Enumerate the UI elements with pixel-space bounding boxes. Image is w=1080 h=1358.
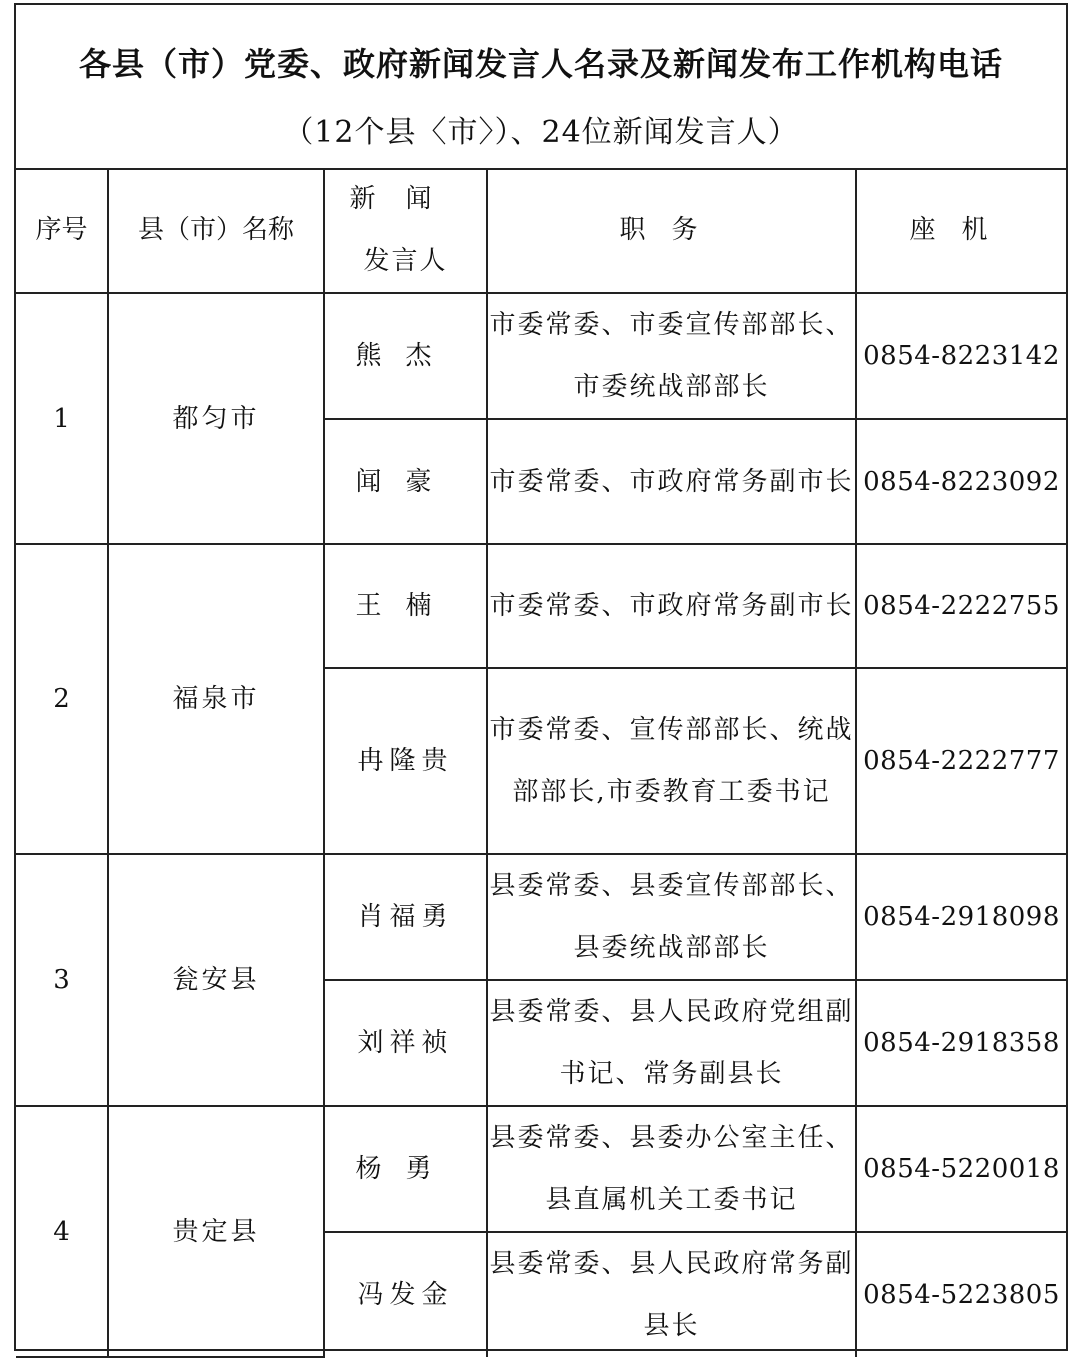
speaker-name: 杨勇 <box>324 1106 487 1232</box>
row-index: 4 <box>16 1106 108 1357</box>
phone-number: 0854-5220018 <box>856 1106 1066 1232</box>
header-phone: 座机 <box>856 168 1066 293</box>
phone-number: 0854-2918098 <box>856 854 1066 980</box>
header-index: 序号 <box>16 168 108 293</box>
position-text: 县委常委、县委宣传部部长、县委统战部部长 <box>487 854 856 980</box>
phone-number: 0854-5223805 <box>856 1232 1066 1357</box>
position-text: 市委常委、宣传部部长、统战部部长,市委教育工委书记 <box>487 668 856 854</box>
document-frame <box>14 3 1068 1351</box>
header-speaker-line2: 发言人 <box>363 246 448 276</box>
position-text: 县委常委、县人民政府常务副县长 <box>487 1232 856 1357</box>
speaker-name: 熊杰 <box>324 293 487 419</box>
phone-number: 0854-8223092 <box>856 419 1066 544</box>
speaker-name: 冯发金 <box>324 1232 487 1357</box>
phone-number: 0854-2918358 <box>856 980 1066 1106</box>
header-speaker-line1: 新闻 <box>349 184 462 214</box>
table-row <box>16 854 1066 980</box>
phone-number: 0854-2222777 <box>856 668 1066 854</box>
position-text: 市委常委、市委宣传部部长、市委统战部部长 <box>487 293 856 419</box>
row-index: 2 <box>16 544 108 854</box>
speaker-name: 王楠 <box>324 544 487 668</box>
document-title: 各县（市）党委、政府新闻发言人名录及新闻发布工作机构电话 <box>78 45 1003 83</box>
row-index: 1 <box>16 293 108 544</box>
county-name: 都匀市 <box>108 293 324 544</box>
phone-number: 0854-8223142 <box>856 293 1066 419</box>
position-text: 市委常委、市政府常务副市长 <box>487 544 856 668</box>
speaker-name: 肖福勇 <box>324 854 487 980</box>
county-name: 瓮安县 <box>108 854 324 1106</box>
header-county: 县（市）名称 <box>108 168 324 293</box>
header-speaker <box>324 168 487 293</box>
table-header-row <box>16 168 1066 293</box>
document-header <box>16 5 1066 170</box>
position-text: 市委常委、市政府常务副市长 <box>487 419 856 544</box>
county-name: 福泉市 <box>108 544 324 854</box>
row-index: 3 <box>16 854 108 1106</box>
position-text: 县委常委、县委办公室主任、县直属机关工委书记 <box>487 1106 856 1232</box>
document-subtitle: （12个县〈市〉）、24位新闻发言人） <box>283 115 799 150</box>
table-row <box>16 544 1066 668</box>
phone-number: 0854-2222755 <box>856 544 1066 668</box>
county-name: 贵定县 <box>108 1106 324 1357</box>
table-row <box>16 293 1066 419</box>
speaker-name: 刘祥祯 <box>324 980 487 1106</box>
spokesperson-table <box>16 168 1066 1358</box>
position-text: 县委常委、县人民政府党组副书记、常务副县长 <box>487 980 856 1106</box>
table-row <box>16 1106 1066 1232</box>
speaker-name: 闻豪 <box>324 419 487 544</box>
header-position: 职务 <box>487 168 856 293</box>
speaker-name: 冉隆贵 <box>324 668 487 854</box>
